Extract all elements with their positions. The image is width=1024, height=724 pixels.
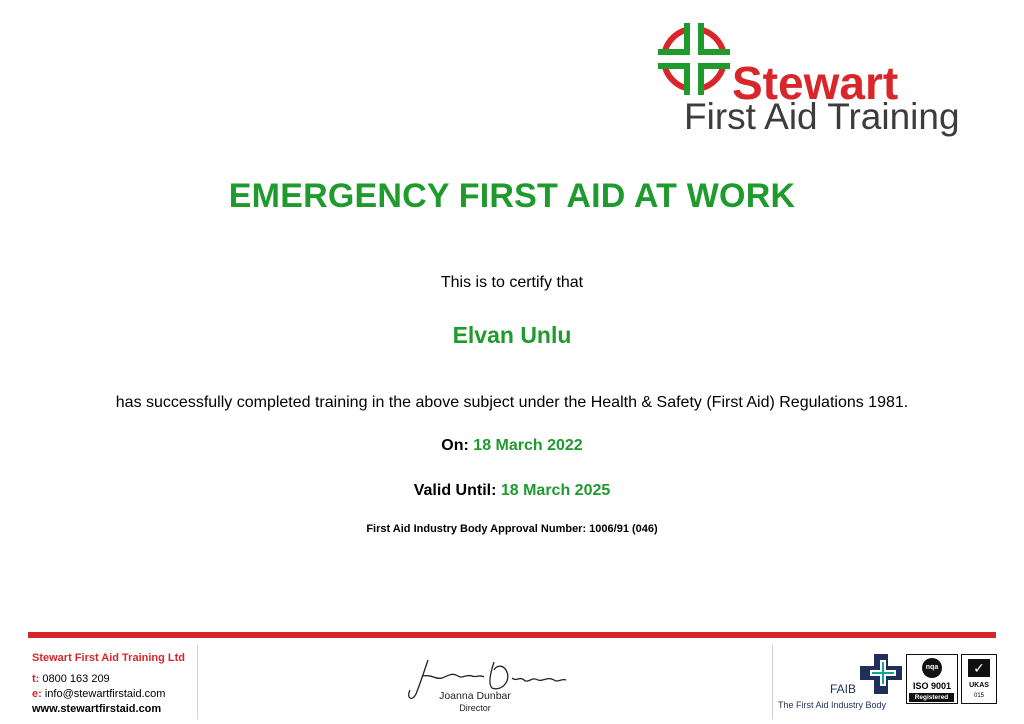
logo-subtitle: First Aid Training xyxy=(684,96,960,137)
completion-statement: has successfully completed training in the above subject under the Health & Safety (First Aid) Regulations 1981. xyxy=(115,394,909,411)
footer-divider-bar xyxy=(28,632,996,638)
logo-name: Stewart xyxy=(732,57,899,109)
ukas-number: 015 xyxy=(973,693,984,699)
faib-caption: The First Aid Industry Body xyxy=(778,700,887,710)
valid-date: 18 March 2025 xyxy=(500,482,611,499)
email-label: e: xyxy=(32,688,42,700)
faib-label: FAIB xyxy=(830,682,857,696)
email-address[interactable]: info@stewartfirstaid.com xyxy=(44,688,166,700)
signatory-title: Director xyxy=(459,703,491,713)
approval-number: First Aid Industry Body Approval Number: 1006/91 (046) xyxy=(366,523,658,535)
company-logo xyxy=(652,18,982,143)
contact-phone xyxy=(32,673,110,685)
recipient-name: Elvan Unlu xyxy=(452,322,572,348)
signatory-name: Joanna Dunbar xyxy=(439,690,511,702)
registered-label: Registered xyxy=(909,693,954,702)
certify-text: This is to certify that xyxy=(440,274,584,291)
completion-date-line xyxy=(0,437,1024,455)
ukas-badge xyxy=(961,654,997,704)
contact-email xyxy=(32,688,165,700)
phone-number[interactable]: 0800 163 209 xyxy=(42,673,110,685)
on-date: 18 March 2022 xyxy=(473,437,583,454)
company-name: Stewart First Aid Training Ltd xyxy=(32,652,185,664)
website-link[interactable]: www.stewartfirstaid.com xyxy=(32,703,162,715)
footer-divider xyxy=(772,645,773,719)
medical-cross-icon xyxy=(656,21,732,97)
valid-label: Valid Until: xyxy=(413,482,497,499)
phone-label: t: xyxy=(32,673,40,685)
iso-label: ISO 9001 xyxy=(912,681,952,691)
nqa-iso-badge xyxy=(906,654,958,704)
ukas-label: UKAS xyxy=(969,682,989,689)
check-icon: ✓ xyxy=(968,659,990,677)
valid-until-line xyxy=(0,482,1024,500)
footer-divider xyxy=(197,645,198,719)
nqa-mark: nqa xyxy=(922,658,942,678)
on-label: On: xyxy=(441,437,469,454)
certificate-title: EMERGENCY FIRST AID AT WORK xyxy=(228,177,796,215)
